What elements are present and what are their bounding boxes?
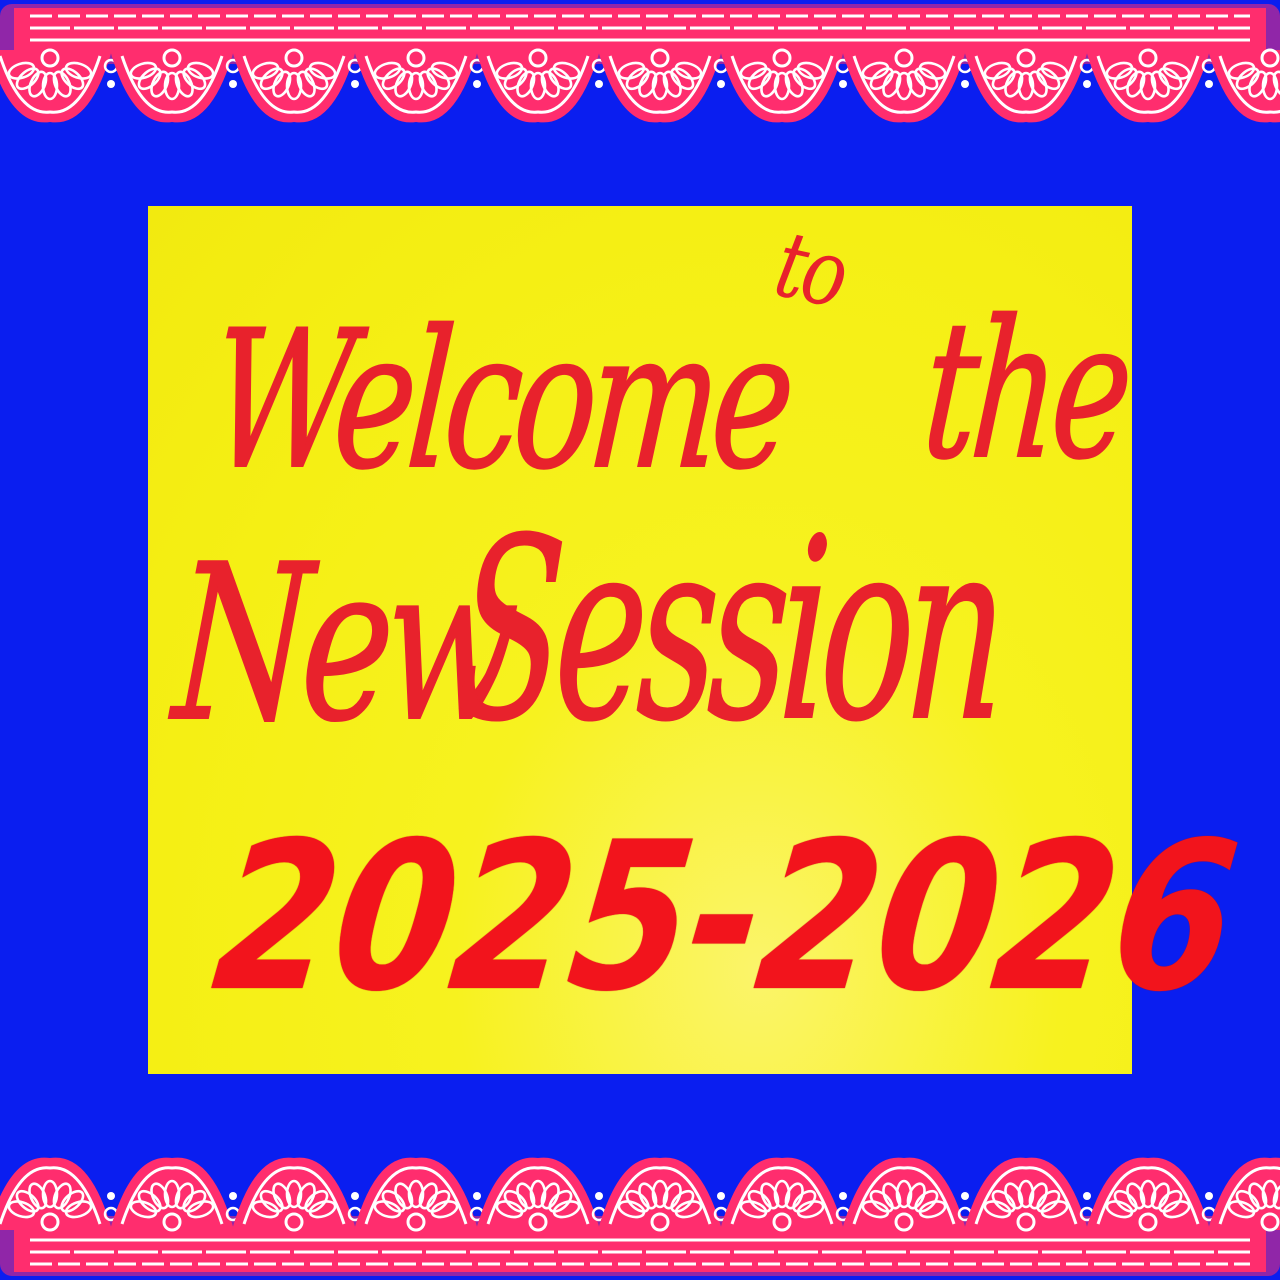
lace-flower-icon bbox=[232, 1158, 361, 1230]
to-text: to bbox=[766, 210, 855, 329]
top-lace-border bbox=[0, 0, 1280, 130]
bottom-lace-border bbox=[0, 1150, 1280, 1280]
lace-flower-icon bbox=[964, 50, 1093, 122]
lace-flower-icon bbox=[0, 50, 117, 122]
lace-flower-icon bbox=[476, 1158, 605, 1230]
lace-flower-icon bbox=[1208, 1158, 1280, 1230]
lace-flower-icon bbox=[598, 1158, 727, 1230]
lace-flower-icon bbox=[232, 50, 361, 122]
lace-flower-icon bbox=[842, 1158, 971, 1230]
lace-flower-icon bbox=[354, 50, 483, 122]
lace-flower-icon bbox=[110, 1158, 239, 1230]
year-range-text: 2025-2026 bbox=[204, 799, 1248, 1037]
lace-flower-icon bbox=[720, 1158, 849, 1230]
lace-flower-icon bbox=[1208, 50, 1280, 122]
lace-flower-icon bbox=[354, 1158, 483, 1230]
lace-flower-icon bbox=[110, 50, 239, 122]
lace-flower-icon bbox=[598, 50, 727, 122]
lace-flower-icon bbox=[964, 1158, 1093, 1230]
lace-flower-icon bbox=[842, 50, 971, 122]
new-text: New bbox=[169, 518, 516, 769]
welcome-sign bbox=[148, 206, 1248, 1074]
lace-flower-icon bbox=[1086, 1158, 1215, 1230]
welcome-text: Welcome bbox=[204, 290, 796, 511]
session-text: Session bbox=[452, 485, 1004, 776]
lace-flower-icon bbox=[0, 1158, 117, 1230]
lace-flower-icon bbox=[720, 50, 849, 122]
the-text-1: the bbox=[916, 280, 1135, 501]
lace-flower-icon bbox=[1086, 50, 1215, 122]
lace-flower-icon bbox=[476, 50, 605, 122]
